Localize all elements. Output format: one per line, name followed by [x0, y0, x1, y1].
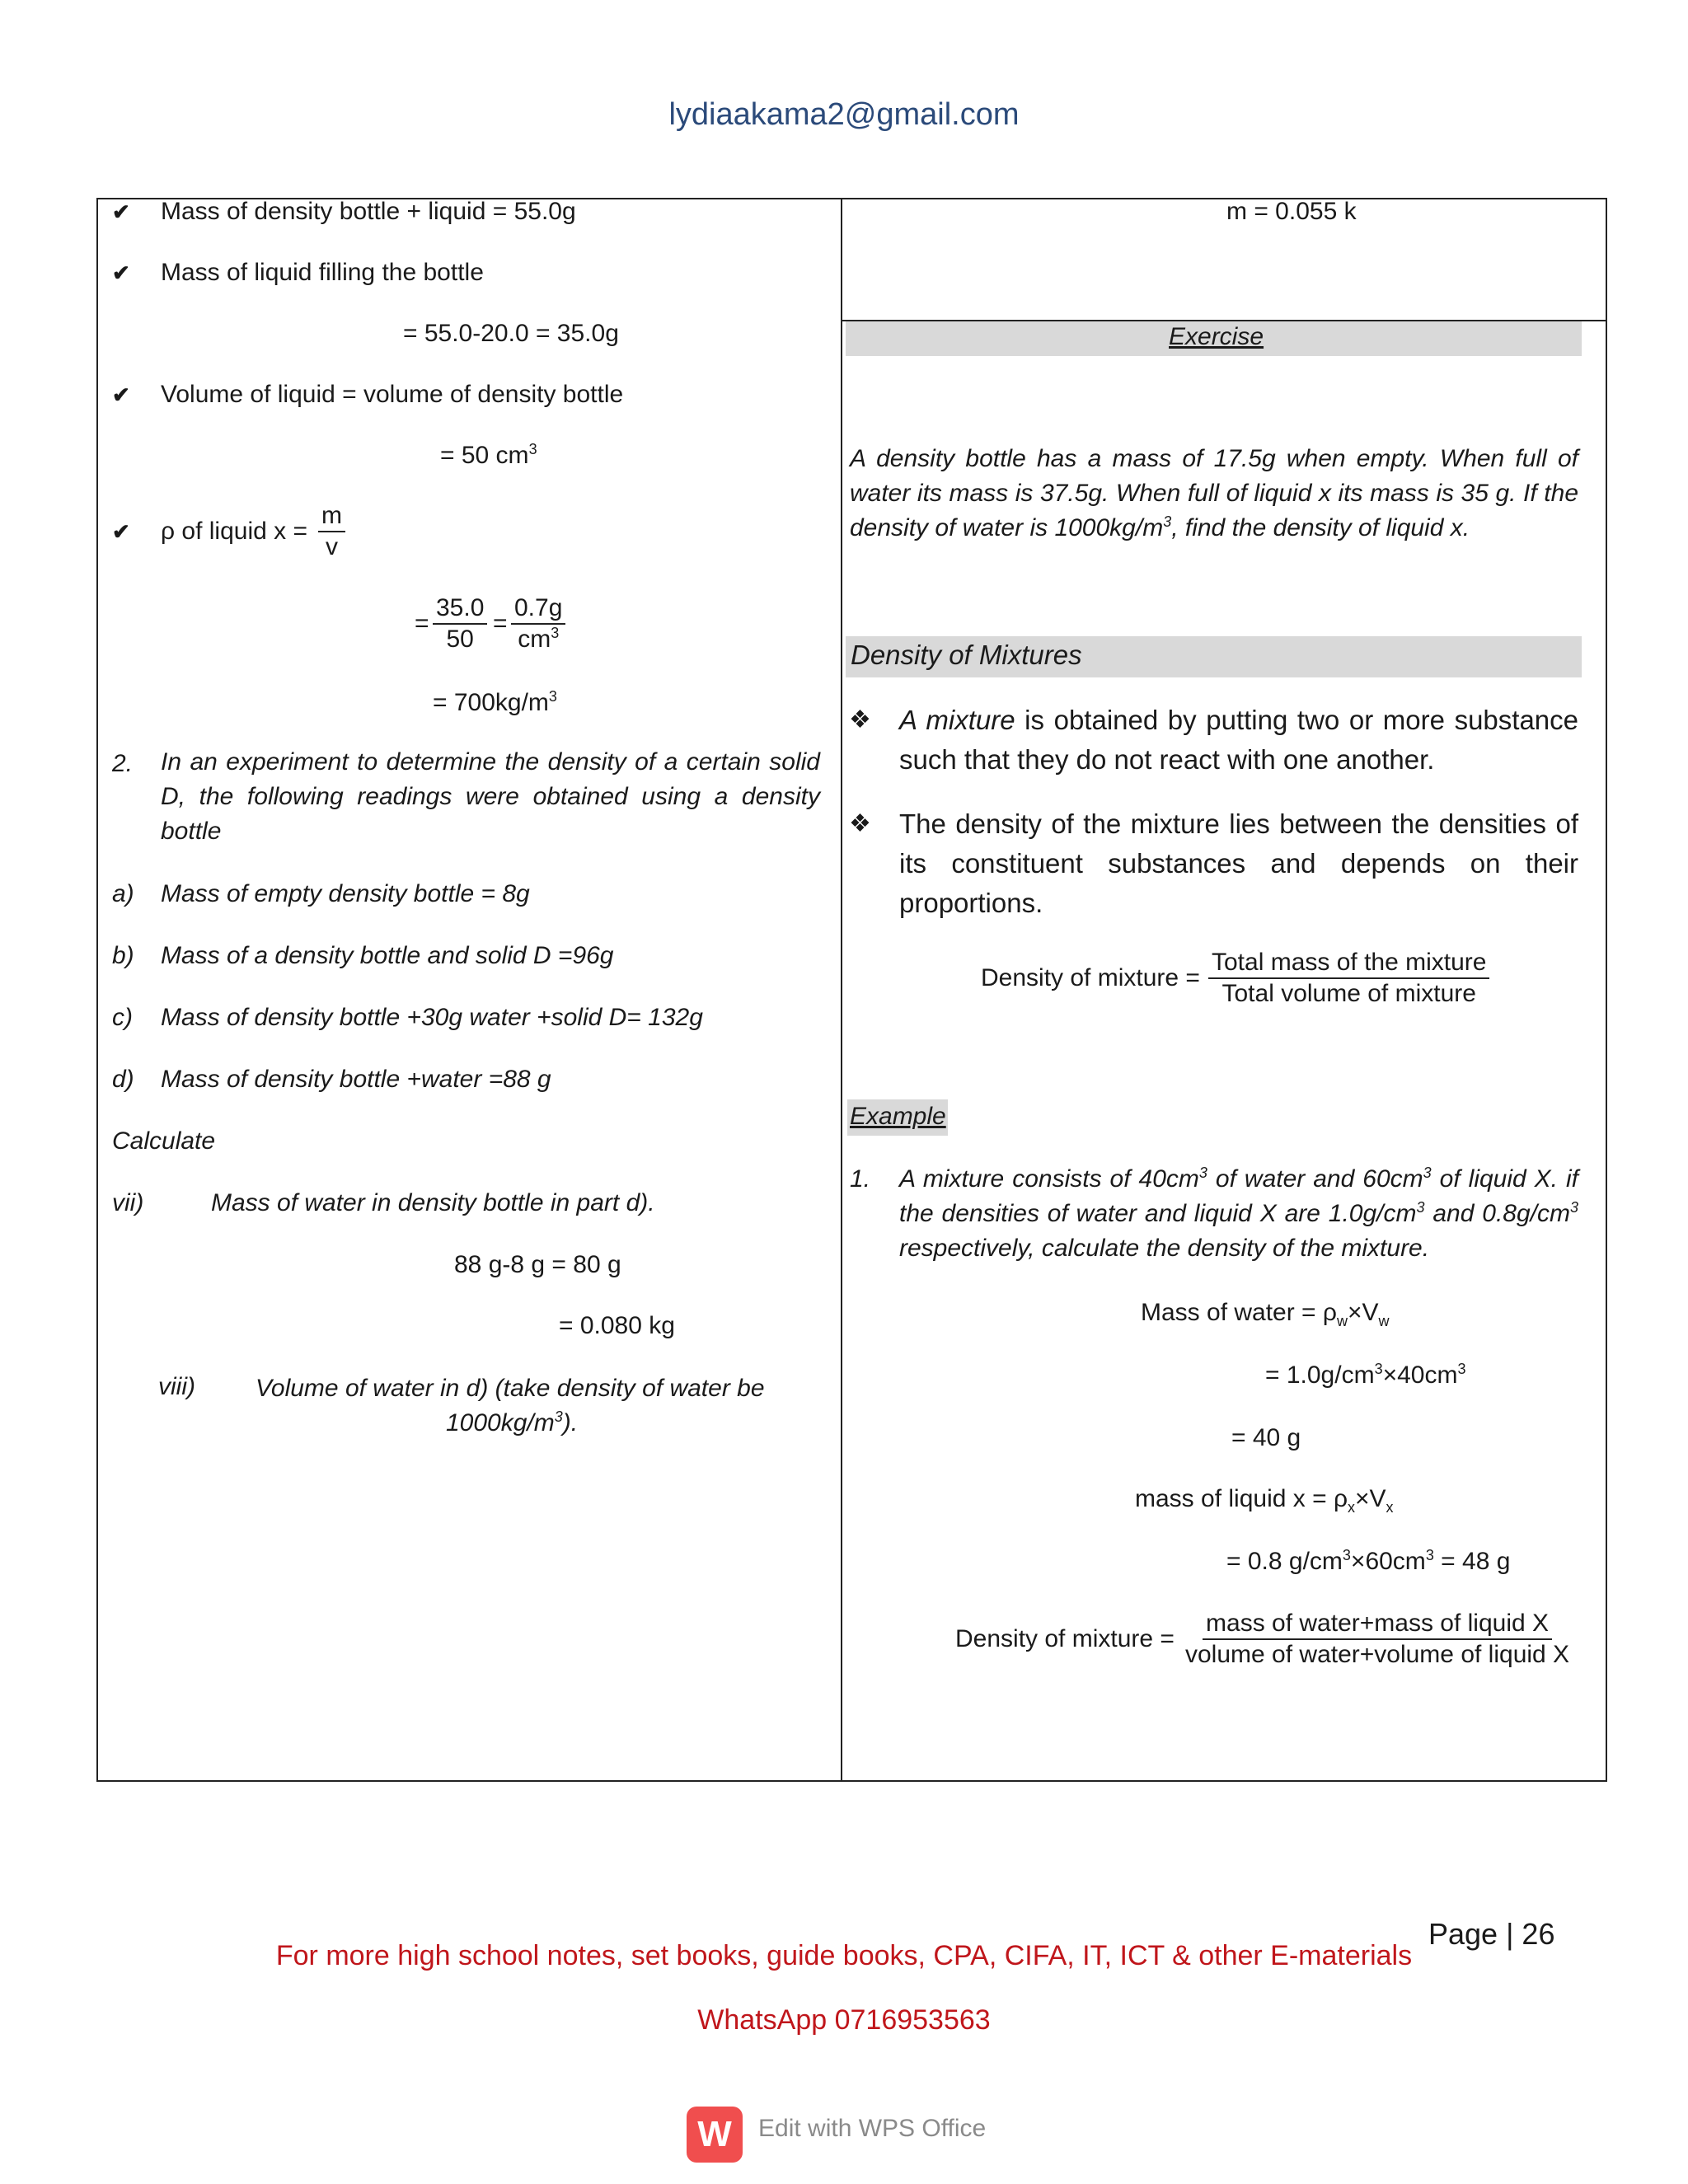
density-result: = $700kg/m^3$ — [433, 688, 557, 716]
bullet-icon: ❖ — [849, 706, 871, 733]
wps-logo-icon[interactable]: W — [687, 2107, 743, 2163]
sub-question-text: $1000kg/m^3$). — [446, 1408, 579, 1436]
equals-sign: = — [415, 610, 429, 637]
exercise-text: A density bottle has a mass of 17.5g when empty. When full of water its mass is 37.5g. When full of liquid x its mass is 35 g. If the density of water is $1000kg/m^3$, find the density of liquid x. — [850, 445, 1578, 541]
fraction-denominator: Total volume of mixture — [1221, 980, 1476, 1007]
fraction-denominator: 50 — [446, 626, 474, 653]
promo-text: For more high school notes, set books, guide books, CPA, CIFA, IT, ICT & other E-materials — [275, 1940, 1413, 1971]
rho-label: ρ of liquid x = — [161, 518, 307, 545]
sub-question-text: Volume of water in d) (take density of water be — [256, 1375, 765, 1402]
item-label: d) — [112, 1066, 134, 1093]
sub-question-text: Mass of water in density bottle in part d). — [211, 1189, 655, 1216]
density-mixture-fraction — [1182, 1609, 1573, 1670]
mass-result: m = 0.055 k — [1226, 198, 1357, 225]
volume-value: = 50 $cm^3$ — [440, 441, 537, 469]
mass-liquid-calc: = 55.0-20.0 = 35.0g — [403, 320, 619, 347]
fraction-denominator: v — [326, 533, 338, 560]
mass-liquid-filling: Mass of liquid filling the bottle — [161, 259, 484, 286]
density-fraction-2 — [511, 593, 565, 654]
volume-liquid: Volume of liquid = volume of density bottle — [161, 381, 624, 408]
mass-liquid-result: = 0.8 $g/cm^3\times 60cm^3 = 48$ g — [1226, 1547, 1511, 1575]
formula-label: Density of mixture = — [981, 964, 1200, 991]
check-icon: ✔ — [112, 199, 130, 224]
exercise-title: Exercise — [1169, 323, 1264, 350]
rho-fraction — [318, 501, 345, 562]
check-icon: ✔ — [112, 382, 130, 407]
item-text: Mass of density bottle +water =88 g — [161, 1066, 551, 1093]
whatsapp-contact: WhatsApp 0716953563 — [697, 2004, 991, 2036]
item-label: a) — [112, 880, 134, 907]
item-text: Mass of empty density bottle = 8g — [161, 880, 530, 907]
fraction-denominator: $cm^3$ — [518, 625, 560, 653]
question-number: 2. — [112, 750, 134, 777]
fraction-numerator: Total mass of the mixture — [1208, 948, 1489, 979]
bullet-icon: ❖ — [849, 810, 871, 837]
density-mixture-label: Density of mixture = — [955, 1625, 1175, 1652]
mass-water-result: = 40 g — [1231, 1424, 1301, 1451]
fraction-numerator: 35.0 — [433, 593, 487, 625]
mass-water-calc: = $1.0g/cm^3\times 40cm^3$ — [1265, 1361, 1466, 1389]
fraction-denominator: volume of water+volume of liquid X — [1185, 1641, 1570, 1668]
calc-line: = 0.080 kg — [559, 1312, 675, 1339]
fraction-numerator: m — [318, 501, 345, 532]
fraction-numerator: mass of water+mass of liquid X — [1203, 1609, 1552, 1640]
calculate-heading: Calculate — [112, 1127, 216, 1155]
mass-bottle-liquid: Mass of density bottle + liquid = 55.0g — [161, 198, 576, 225]
item-label: c) — [112, 1004, 133, 1031]
column-divider — [841, 198, 842, 1782]
density-fraction-1 — [433, 593, 487, 654]
item-label: b) — [112, 942, 134, 969]
question-2-text: In an experiment to determine the density of a certain solid D, the following readings were obtained using a density bottle — [161, 748, 820, 845]
equals-sign: = — [493, 610, 508, 637]
mixture-definition: A mixture is obtained by putting two or more substance such that they do not react with one another. — [899, 705, 1579, 775]
sub-question-label: vii) — [112, 1189, 144, 1216]
mass-water-formula: Mass of water = $\rho_w\times V_w$ — [1141, 1299, 1390, 1329]
edit-with-wps-link[interactable]: Edit with WPS Office — [758, 2115, 987, 2142]
header-email: lydiaakama2@gmail.com — [668, 97, 1020, 132]
item-text: Mass of a density bottle and solid D =96g — [161, 942, 614, 969]
calc-line: 88 g-8 g = 80 g — [454, 1251, 621, 1278]
check-icon: ✔ — [112, 519, 130, 544]
section-title: Density of Mixtures — [851, 640, 1082, 670]
example-text: A mixture consists of $40cm^3$ of water and $60cm^3$ of liquid X. if the densities of water and liquid X are $1.0g/cm^3$ and $0.8g/cm^3$ respectively, calculate the density of the mixture. — [899, 1165, 1579, 1262]
item-text: Mass of density bottle +30g water +solid D= 132g — [161, 1004, 703, 1031]
page-number: Page | 26 — [1428, 1917, 1555, 1951]
mass-liquid-formula: mass of liquid $x = \rho_x\times V_x$ — [1135, 1485, 1394, 1516]
sub-question-label: viii) — [158, 1373, 195, 1400]
density-mixture-formula — [1208, 948, 1489, 1009]
example-title: Example — [850, 1103, 946, 1130]
fraction-numerator: 0.7g — [511, 593, 565, 625]
mixture-density-note: The density of the mixture lies between the densities of its constituent substances and depends on their proportions. — [899, 808, 1578, 918]
check-icon: ✔ — [112, 260, 130, 285]
example-number: 1. — [850, 1165, 871, 1193]
